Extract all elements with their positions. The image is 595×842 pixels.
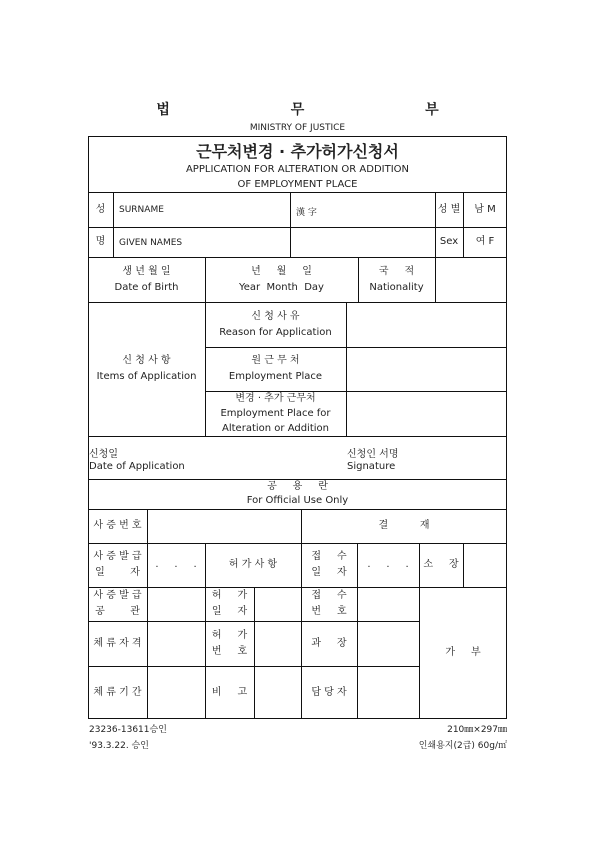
nationality-ko: 국 적 [378,265,415,277]
sex-label-en: Sex [439,236,459,247]
official-ko: 공 용 란 [267,481,328,492]
surname-label-en: SURNAME [119,205,164,215]
receipt-date-label [301,543,357,587]
rule [113,192,114,257]
recv-no-line1: 접 수 [311,590,347,601]
issue-office-line1: 사 증 발 급 [93,590,142,601]
rule [463,543,464,587]
sex-label-ko: 성 별 [437,203,461,215]
status-of-stay-label: 체 류 자 격 [93,637,142,649]
footer-paper-spec: 인쇄용지(2급) 60g/㎡ [418,741,507,751]
date-of-birth-ko: 생 년 월 일 [122,265,171,277]
alt-ko: 변경 · 추가 근무처 [235,393,316,404]
issue-date-dots: . . . [155,559,197,570]
footer-approval-code: 23236-13611승인 [89,725,167,735]
period-of-stay-label: 체 류 기 간 [93,686,142,698]
permit-items-label: 허 가 사 항 [228,559,278,570]
official-use-header [88,479,507,509]
form-title-korean: 근무처변경 · 추가허가신청서 [196,142,399,161]
receipt-number-label [301,587,357,621]
ministry-english: MINISTRY OF JUSTICE [249,123,346,133]
perm-no-line2: 번 호 [211,645,248,657]
orig-ko: 원 근 무 처 [251,355,300,366]
new-employment-label [205,391,346,436]
ymd-en: Year Month Day [239,281,324,293]
department-head-label: 과 장 [311,637,347,649]
footer-paper-size: 210㎜×297㎜ [447,725,507,735]
section-chief-label: 소 장 [423,559,459,570]
application-date-ko: 신청일 [89,449,118,460]
given-name-label-ko: 명 [95,236,106,247]
recv-date-line2: 일 자 [311,567,347,578]
sex-male-option: 남 M [474,203,496,215]
reason-label [205,302,346,347]
perm-date-line1: 허 가 [211,590,248,601]
visa-issue-date-label [88,543,147,587]
approval-label: 결 재 [378,520,430,531]
form-title-english-line2: OF EMPLOYMENT PLACE [237,179,358,190]
permit-date-label [205,587,254,621]
orig-en: Employment Place [228,371,323,382]
year-month-day-label [205,257,358,302]
perm-date-line2: 일 자 [211,606,248,617]
official-en: For Official Use Only [246,495,349,506]
issue-date-line1: 사 증 발 급 [93,551,142,562]
items-en: Items of Application [96,371,197,382]
sex-female-option: 여 F [475,236,495,247]
issuing-office-label [88,587,147,621]
items-ko: 신 청 사 항 [122,355,171,366]
alt-en-2: Alteration or Addition [222,423,329,434]
nationality-en: Nationality [369,281,424,293]
form-title-english-line1: APPLICATION FOR ALTERATION OR ADDITION [185,164,410,175]
receipt-date-dots: . . . [367,559,409,570]
date-of-birth-label [88,257,205,302]
items-of-application-label [88,302,205,436]
application-date-en: Date of Application [89,461,185,472]
hanja-label: 漢 字 [296,208,317,218]
original-employment-label [205,347,346,391]
visa-number-label: 사 증 번 호 [93,520,142,531]
rule [290,192,291,257]
signature-ko: 신청인 서명 [347,449,399,460]
remarks-label: 비 고 [211,686,248,698]
alt-en-1: Employment Place for [220,408,331,419]
rule [254,587,255,719]
issue-office-line2: 공 관 [95,606,140,617]
permit-number-label [205,621,254,666]
rule [147,509,148,719]
given-name-label-en: GIVEN NAMES [119,238,183,248]
rule [435,257,436,302]
signature-en: Signature [347,461,396,472]
officer-label: 담 당 자 [311,686,347,698]
reason-ko: 신 청 사 유 [251,310,300,322]
recv-date-line1: 접 수 [311,551,347,562]
rule [88,436,507,437]
rule [346,302,347,436]
reason-en: Reason for Application [219,326,332,338]
ymd-ko: 년 월 일 [251,265,312,277]
footer-approval-date: '93.3.22. 승인 [89,741,149,751]
date-of-birth-en: Date of Birth [114,281,179,293]
nationality-label [358,257,435,302]
surname-label-ko: 성 [95,203,106,215]
approve-reject-label: 가 부 [445,647,481,658]
ministry-korean: 법 무 부 [156,102,497,118]
issue-date-line2: 일 자 [95,567,140,578]
recv-no-line2: 번 호 [311,606,347,617]
perm-no-line1: 허 가 [211,629,248,641]
